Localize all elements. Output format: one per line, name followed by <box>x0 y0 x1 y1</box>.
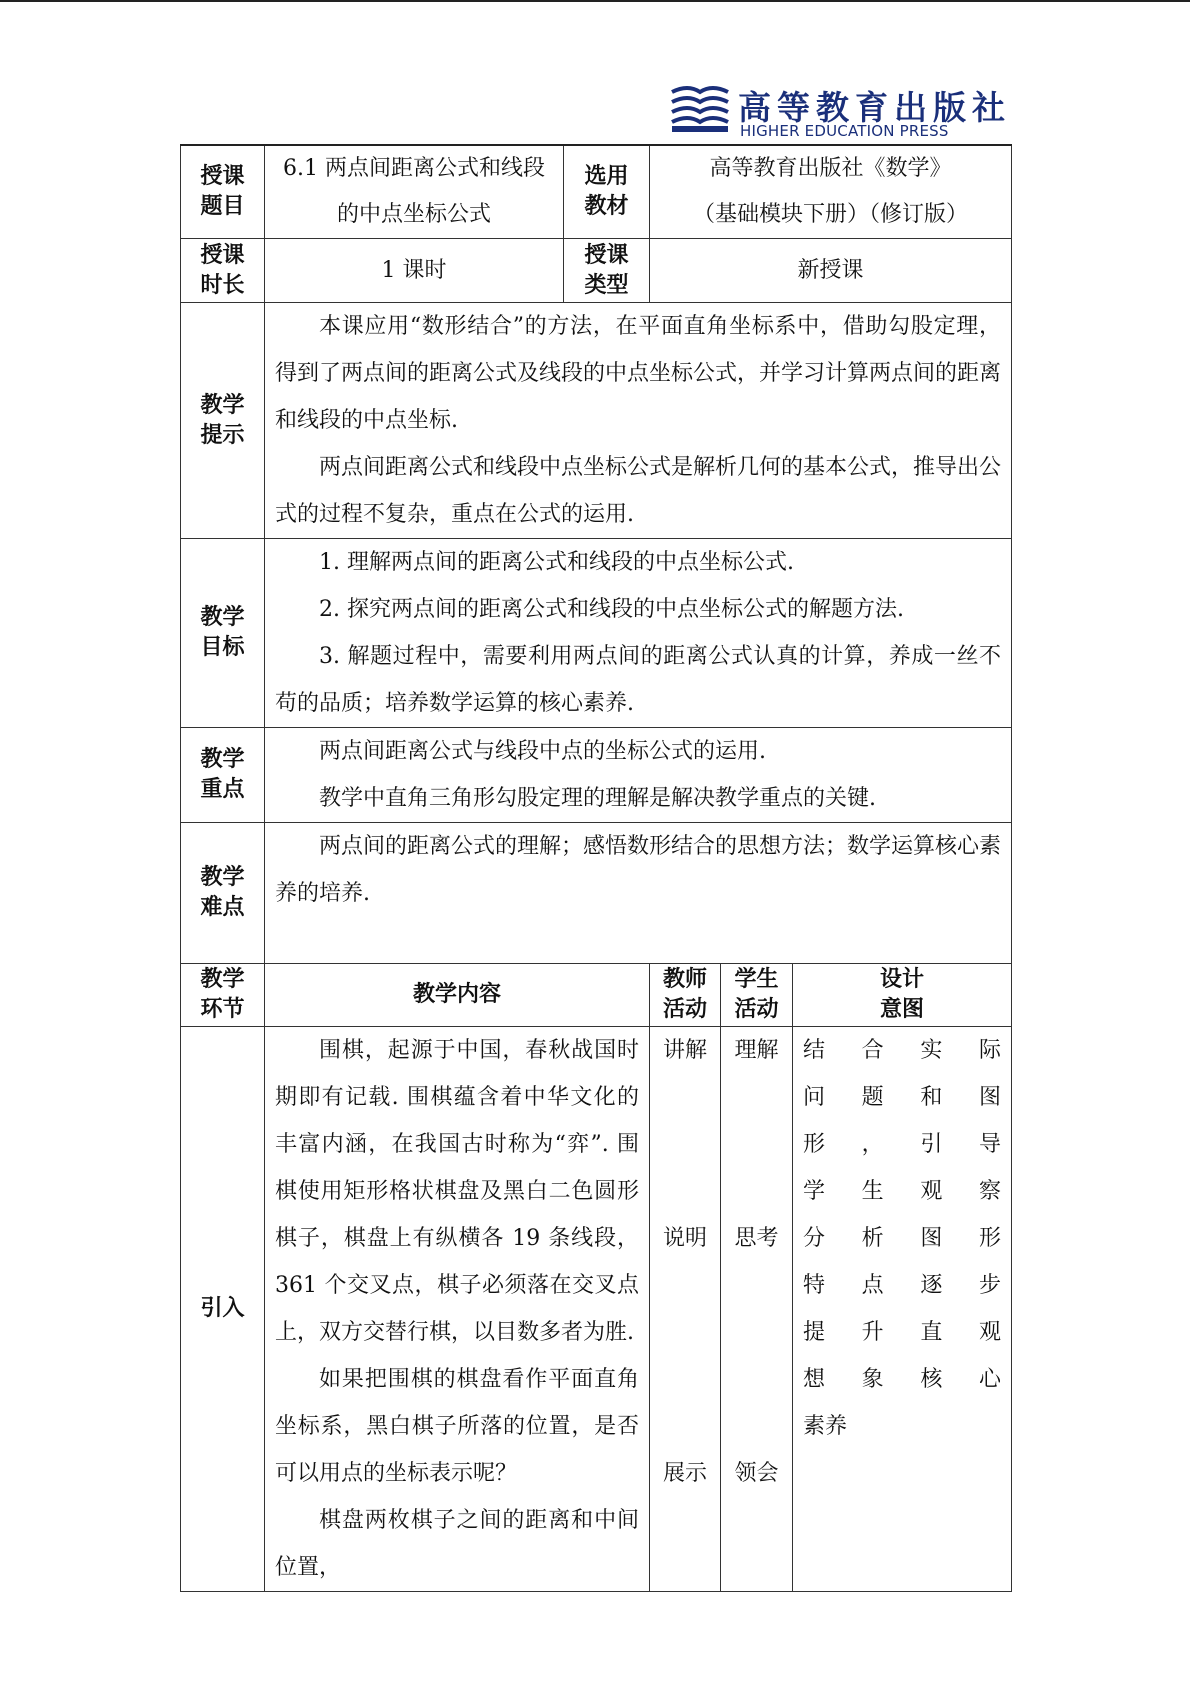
col-content-header: 教学内容 <box>265 964 650 1027</box>
intro-content <box>265 1027 650 1592</box>
col-student-header: 学生 活动 <box>721 964 793 1027</box>
intro-paragraph: 棋盘两枚棋子之间的距离和中间位置， <box>275 1508 639 1580</box>
duration-value: 1 课时 <box>265 239 564 303</box>
type-label: 授课 类型 <box>564 239 650 303</box>
publisher-logo <box>668 82 1011 140</box>
student-activities <box>721 1027 793 1592</box>
lesson-title: 6.1 两点间距离公式和线段 的中点坐标公式 <box>265 145 564 239</box>
publisher-name-cn: 高等教育出版社 <box>738 88 1011 127</box>
key-points-content <box>265 728 1012 823</box>
difficulties-text: 两点间的距离公式的理解；感悟数形结合的思想方法；数学运算核心素养的培养. <box>275 834 1002 906</box>
hints-paragraph: 本课应用“数形结合”的方法，在平面直角坐标系中，借助勾股定理，得到了两点间的距离公式及线段的中点坐标公式，并学习计算两点间的距离和线段的中点坐标. <box>275 314 1002 433</box>
key-point-item: 两点间距离公式与线段中点的坐标公式的运用. <box>319 739 766 764</box>
col-teacher-header: 教师 活动 <box>650 964 721 1027</box>
design-intent: 结合实际 问题和图 形，引导 学生观察 分析图形 特点逐步 提升直观 想象核心 素养 <box>793 1027 1012 1592</box>
textbook-value: 高等教育出版社《数学》 （基础模块下册）（修订版） <box>650 145 1012 239</box>
goals-content <box>265 539 1012 728</box>
key-point-item: 教学中直角三角形勾股定理的理解是解决教学重点的关键. <box>319 786 876 811</box>
type-value: 新授课 <box>650 239 1012 303</box>
goal-item: 3. 解题过程中，需要利用两点间的距离公式认真的计算，养成一丝不苟的品质；培养数学运算的核心素养. <box>275 644 1002 716</box>
lesson-plan-table <box>180 144 1012 1592</box>
intro-paragraph: 围棋，起源于中国，春秋战国时期即有记载. 围棋蕴含着中华文化的丰富内涵，在我国古时称为“弈”. 围棋使用矩形格状棋盘及黑白二色圆形棋子，棋盘上有纵横各 19 条线段，361 个交叉点，棋子必须落在交叉点上，双方交替行棋，以目数多者为胜. <box>275 1038 639 1345</box>
intro-paragraph: 如果把围棋的棋盘看作平面直角坐标系，黑白棋子所落的位置，是否可以用点的坐标表示呢？ <box>275 1367 639 1486</box>
student-activity: 思考 <box>734 1226 779 1251</box>
page-top-rule <box>0 0 1190 2</box>
publisher-name-en: HIGHER EDUCATION PRESS <box>740 122 949 140</box>
teacher-activity: 讲解 <box>662 1038 707 1063</box>
hints-label: 教学 提示 <box>181 303 265 539</box>
goal-item: 1. 理解两点间的距离公式和线段的中点坐标公式. <box>319 550 794 575</box>
textbook-label: 选用 教材 <box>564 145 650 239</box>
title-label: 授课 题目 <box>181 145 265 239</box>
key-points-label: 教学 重点 <box>181 728 265 823</box>
difficulties-content <box>265 823 1012 964</box>
goal-item: 2. 探究两点间的距离公式和线段的中点坐标公式的解题方法. <box>319 597 904 622</box>
teacher-activities <box>650 1027 721 1592</box>
duration-label: 授课 时长 <box>181 239 265 303</box>
hints-paragraph: 两点间距离公式和线段中点坐标公式是解析几何的基本公式，推导出公式的过程不复杂，重点在公式的运用. <box>275 455 1002 527</box>
intro-stage: 引入 <box>181 1027 265 1592</box>
teacher-activity: 说明 <box>662 1226 707 1251</box>
student-activity: 理解 <box>734 1038 779 1063</box>
teacher-activity: 展示 <box>662 1461 707 1486</box>
col-design-header: 设计 意图 <box>793 964 1012 1027</box>
student-activity: 领会 <box>734 1461 779 1486</box>
difficulties-label: 教学 难点 <box>181 823 265 964</box>
col-stage-header: 教学 环节 <box>181 964 265 1027</box>
goals-label: 教学 目标 <box>181 539 265 728</box>
hints-content <box>265 303 1012 539</box>
book-logo-icon <box>668 82 732 138</box>
